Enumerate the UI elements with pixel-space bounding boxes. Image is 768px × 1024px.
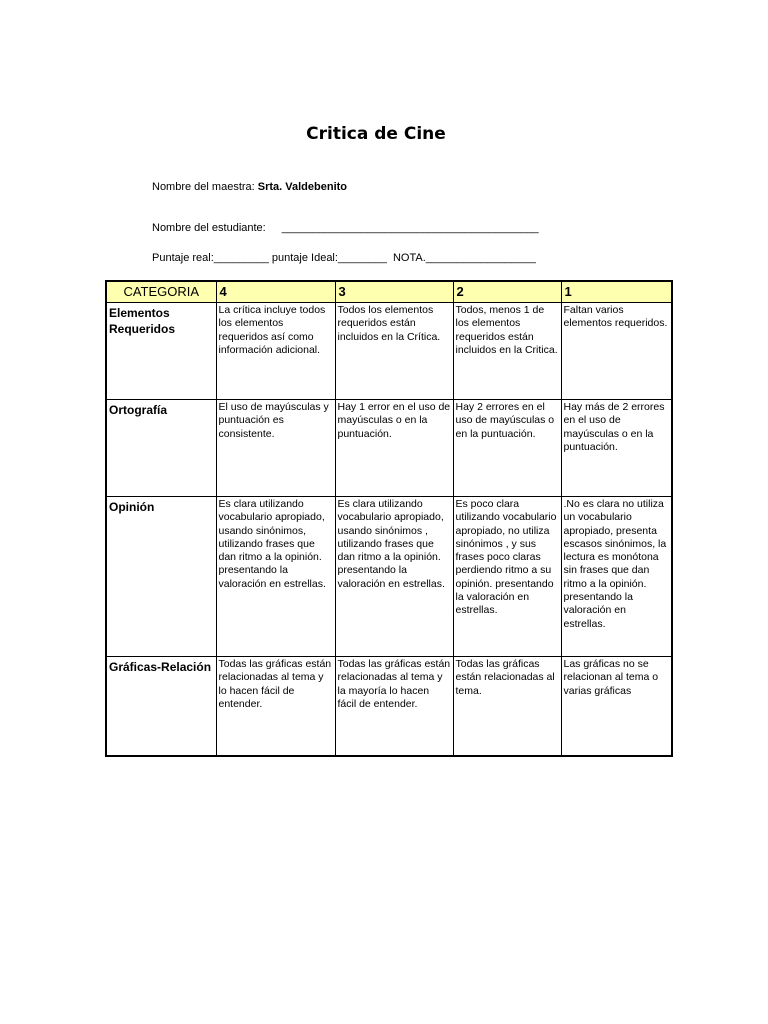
table-cell: Todas las gráficas están relacionadas al tema. — [453, 657, 561, 757]
rubric-header-row — [106, 281, 672, 303]
table-row — [106, 303, 672, 400]
table-cell: La crítica incluye todos los elementos requeridos así como información adicional. — [216, 303, 335, 400]
table-cell: Las gráficas no se relacionan al tema o varias gráficas — [561, 657, 672, 757]
header-level-3: 3 — [335, 281, 453, 303]
teacher-line — [152, 181, 347, 193]
table-cell: Es clara utilizando vocabulario apropiado, usando sinónimos, utilizando frases que dan ritmo a la opinión. presentando la valoración en estrellas. — [216, 497, 335, 657]
table-cell: Hay 1 error en el uso de mayúsculas o en la puntuación. — [335, 400, 453, 497]
table-cell: Faltan varios elementos requeridos. — [561, 303, 672, 400]
table-cell: Todos, menos 1 de los elementos requeridos están incluidos en la Critica. — [453, 303, 561, 400]
table-row — [106, 400, 672, 497]
rubric-table — [105, 280, 673, 757]
row-category: Elementos Requeridos — [106, 303, 216, 400]
table-cell: Hay 2 errores en el uso de mayúsculas o en la puntuación. — [453, 400, 561, 497]
score-line: Puntaje real:_________ puntaje Ideal:________ NOTA.__________________ — [152, 252, 536, 264]
student-label: Nombre del estudiante: — [152, 222, 266, 234]
table-cell: .No es clara no utiliza un vocabulario apropiado, presenta escasos sinónimos, la lectura es monótona sin frases que dan ritmo a la opinión. presentando la valoración en estrellas. — [561, 497, 672, 657]
table-row — [106, 657, 672, 757]
row-category: Opinión — [106, 497, 216, 657]
table-cell: Todas las gráficas están relacionadas al tema y lo hacen fácil de entender. — [216, 657, 335, 757]
teacher-label: Nombre del maestra: — [152, 181, 258, 193]
teacher-name: Srta. Valdebenito — [257, 181, 348, 193]
table-cell: Todos los elementos requeridos están incluidos en la Crítica. — [335, 303, 453, 400]
table-row — [106, 497, 672, 657]
header-category: CATEGORIA — [106, 281, 216, 303]
table-cell: Todas las gráficas están relacionadas al tema y la mayoría lo hacen fácil de entender. — [335, 657, 453, 757]
row-category: Gráficas-Relación — [106, 657, 216, 757]
header-level-4: 4 — [216, 281, 335, 303]
table-cell: Hay más de 2 errores en el uso de mayúsculas o en la puntuación. — [561, 400, 672, 497]
page-title: Critica de Cine — [306, 124, 446, 144]
table-cell: Es poco clara utilizando vocabulario apropiado, no utiliza sinónimos , y sus frases poco claras perdiendo ritmo a su opinión. presentando la valoración en estrellas. — [453, 497, 561, 657]
table-cell: El uso de mayúsculas y puntuación es consistente. — [216, 400, 335, 497]
table-cell: Es clara utilizando vocabulario apropiado, usando sinónimos , utilizando frases que dan ritmo a la opinión. presentando la valoración en estrellas. — [335, 497, 453, 657]
row-category: Ortografía — [106, 400, 216, 497]
student-name-blank: __________________________________________ — [281, 222, 539, 234]
header-level-2: 2 — [453, 281, 561, 303]
student-line — [152, 222, 539, 234]
header-level-1: 1 — [561, 281, 672, 303]
